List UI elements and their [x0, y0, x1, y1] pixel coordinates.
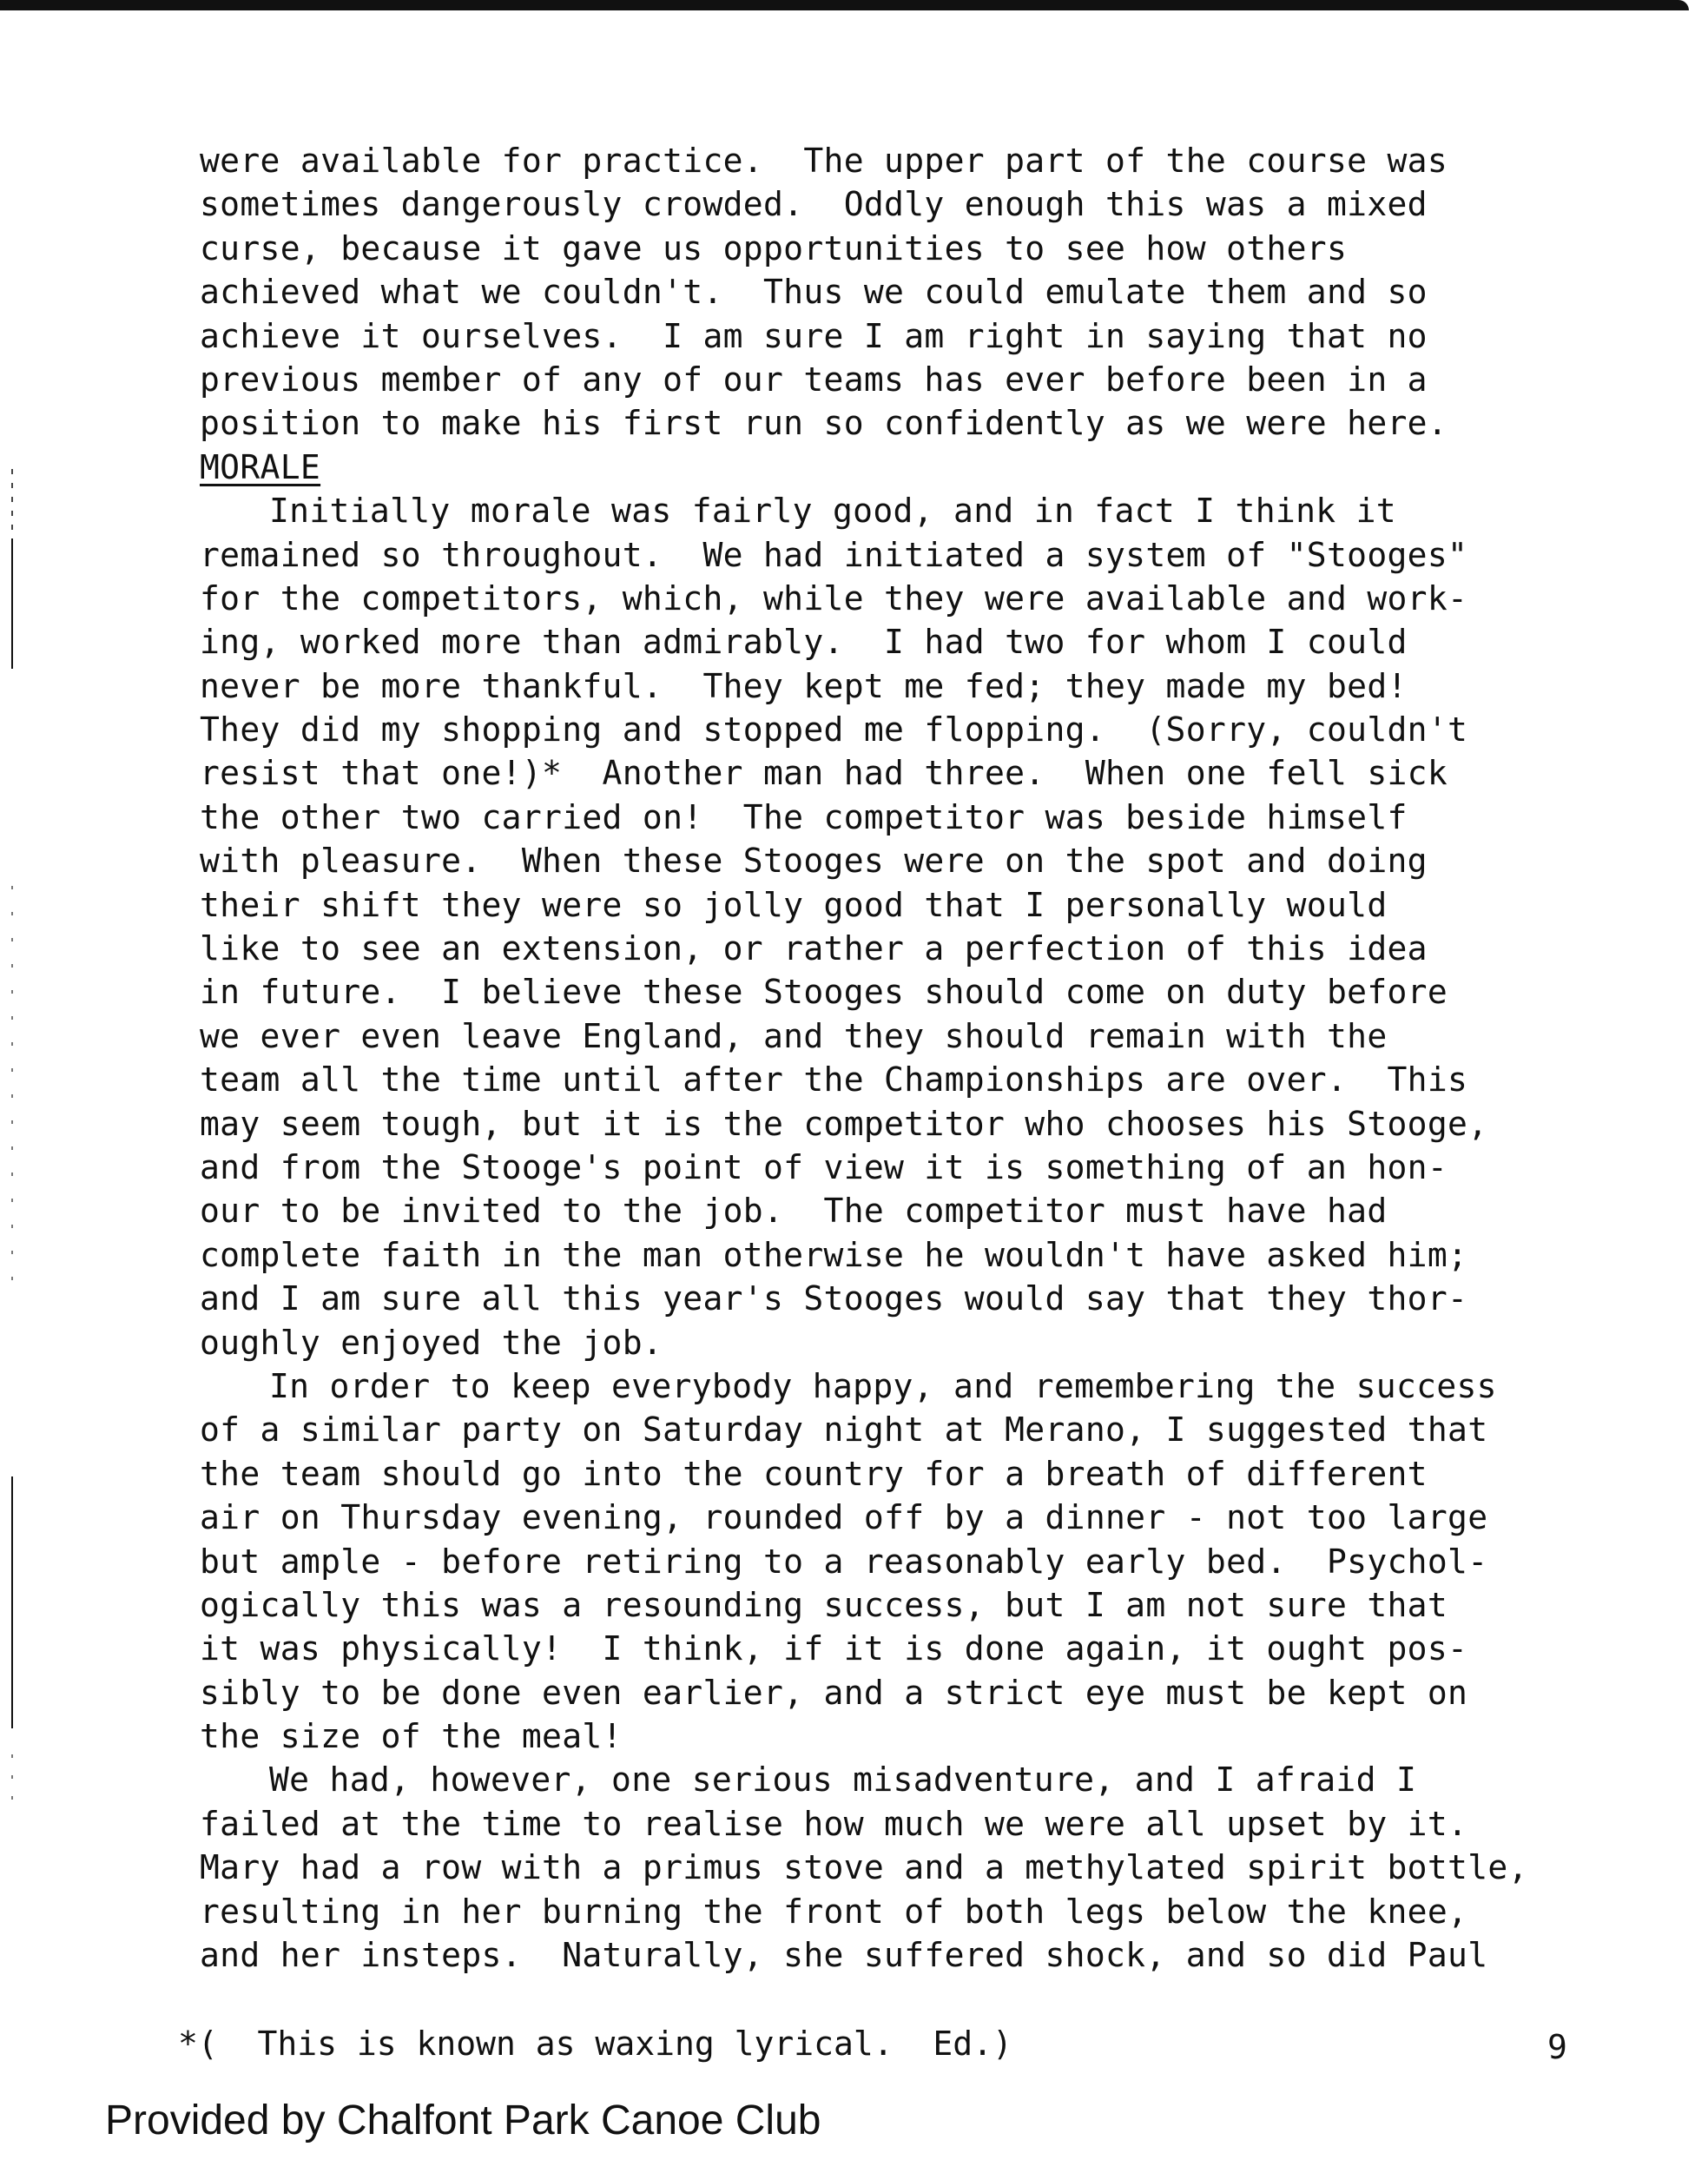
- text-line: remained so throughout. We had initiated a system of "Stooges": [200, 535, 1468, 574]
- text-line: complete faith in the man otherwise he wouldn't have asked him;: [200, 1235, 1468, 1274]
- text-line: resist that one!)* Another man had three. When one fell sick: [200, 754, 1448, 793]
- provider-credit: Provided by Chalfont Park Canoe Club: [105, 2097, 821, 2143]
- text-line: Initially morale was fairly good, and in fact I think it: [269, 492, 1396, 531]
- text-line: of a similar party on Saturday night at Merano, I suggested that: [200, 1410, 1488, 1450]
- text-line: the size of the meal!: [200, 1717, 623, 1756]
- text-line: air on Thursday evening, rounded off by a dinner - not too large: [200, 1498, 1488, 1537]
- text-line: In order to keep everybody happy, and remembering the success: [269, 1366, 1497, 1405]
- text-line: like to see an extension, or rather a perfection of this idea: [200, 929, 1428, 968]
- text-line: previous member of any of our teams has ever before been in a: [200, 360, 1428, 399]
- text-line: team all the time until after the Championships are over. This: [200, 1060, 1468, 1100]
- text-line: their shift they were so jolly good that I personally would: [200, 885, 1388, 924]
- text-line: our to be invited to the job. The competitor must have had: [200, 1192, 1388, 1231]
- text-line: were available for practice. The upper part of the course was: [200, 142, 1448, 180]
- text-line: the team should go into the country for a breath of different: [200, 1454, 1428, 1493]
- text-line: achieved what we couldn't. Thus we could emulate them and so: [200, 273, 1428, 312]
- text-line: oughly enjoyed the job.: [200, 1323, 663, 1362]
- text-line: it was physically! I think, if it is done again, it ought pos-: [200, 1629, 1468, 1668]
- section-heading-text: MORALE: [200, 447, 321, 486]
- text-line: resulting in her burning the front of both legs below the knee,: [200, 1892, 1468, 1931]
- footnote: *( This is known as waxing lyrical. Ed.): [178, 2025, 1012, 2063]
- text-line: failed at the time to realise how much we were all upset by it.: [200, 1804, 1468, 1843]
- text-line: and I am sure all this year's Stooges would say that they thor-: [200, 1279, 1468, 1318]
- document-body: [200, 139, 1659, 1977]
- text-line: may seem tough, but it is the competitor who chooses his Stooge,: [200, 1104, 1488, 1143]
- text-line: sometimes dangerously crowded. Oddly enough this was a mixed: [200, 185, 1428, 224]
- page-right-edge: [1689, 0, 1708, 2160]
- text-line: ogically this was a resounding success, but I am not sure that: [200, 1585, 1448, 1624]
- text-line: We had, however, one serious misadventure, and I afraid I: [269, 1760, 1417, 1800]
- text-line: Mary had a row with a primus stove and a methylated spirit bottle,: [200, 1848, 1528, 1887]
- text-line: curse, because it gave us opportunities to see how others: [200, 228, 1348, 268]
- section-heading: [200, 446, 1659, 489]
- text-line: sibly to be done even earlier, and a strict eye must be kept on: [200, 1673, 1468, 1712]
- page-top-border: [0, 0, 1689, 10]
- text-line: They did my shopping and stopped me flopping. (Sorry, couldn't: [200, 710, 1468, 750]
- text-line: never be more thankful. They kept me fed; they made my bed!: [200, 666, 1408, 705]
- text-line: achieve it ourselves. I am sure I am right in saying that no: [200, 316, 1428, 355]
- text-line: the other two carried on! The competitor was beside himself: [200, 797, 1408, 836]
- text-line: ing, worked more than admirably. I had two for whom I could: [200, 623, 1408, 662]
- text-line: and her insteps. Naturally, she suffered shock, and so did Paul: [200, 1936, 1488, 1975]
- text-line: but ample - before retiring to a reasonably early bed. Psychol-: [200, 1542, 1488, 1581]
- text-line: we ever even leave England, and they should remain with the: [200, 1016, 1388, 1055]
- text-line: for the competitors, which, while they were available and work-: [200, 578, 1468, 618]
- binding-margin-marks: [0, 0, 35, 2160]
- text-line: in future. I believe these Stooges should come on duty before: [200, 973, 1448, 1012]
- text-line: and from the Stooge's point of view it is something of an hon-: [200, 1147, 1448, 1186]
- text-line: with pleasure. When these Stooges were on the spot and doing: [200, 842, 1428, 881]
- text-line: position to make his first run so confidently as we were here.: [200, 404, 1448, 443]
- page-number: 9: [1547, 2028, 1567, 2066]
